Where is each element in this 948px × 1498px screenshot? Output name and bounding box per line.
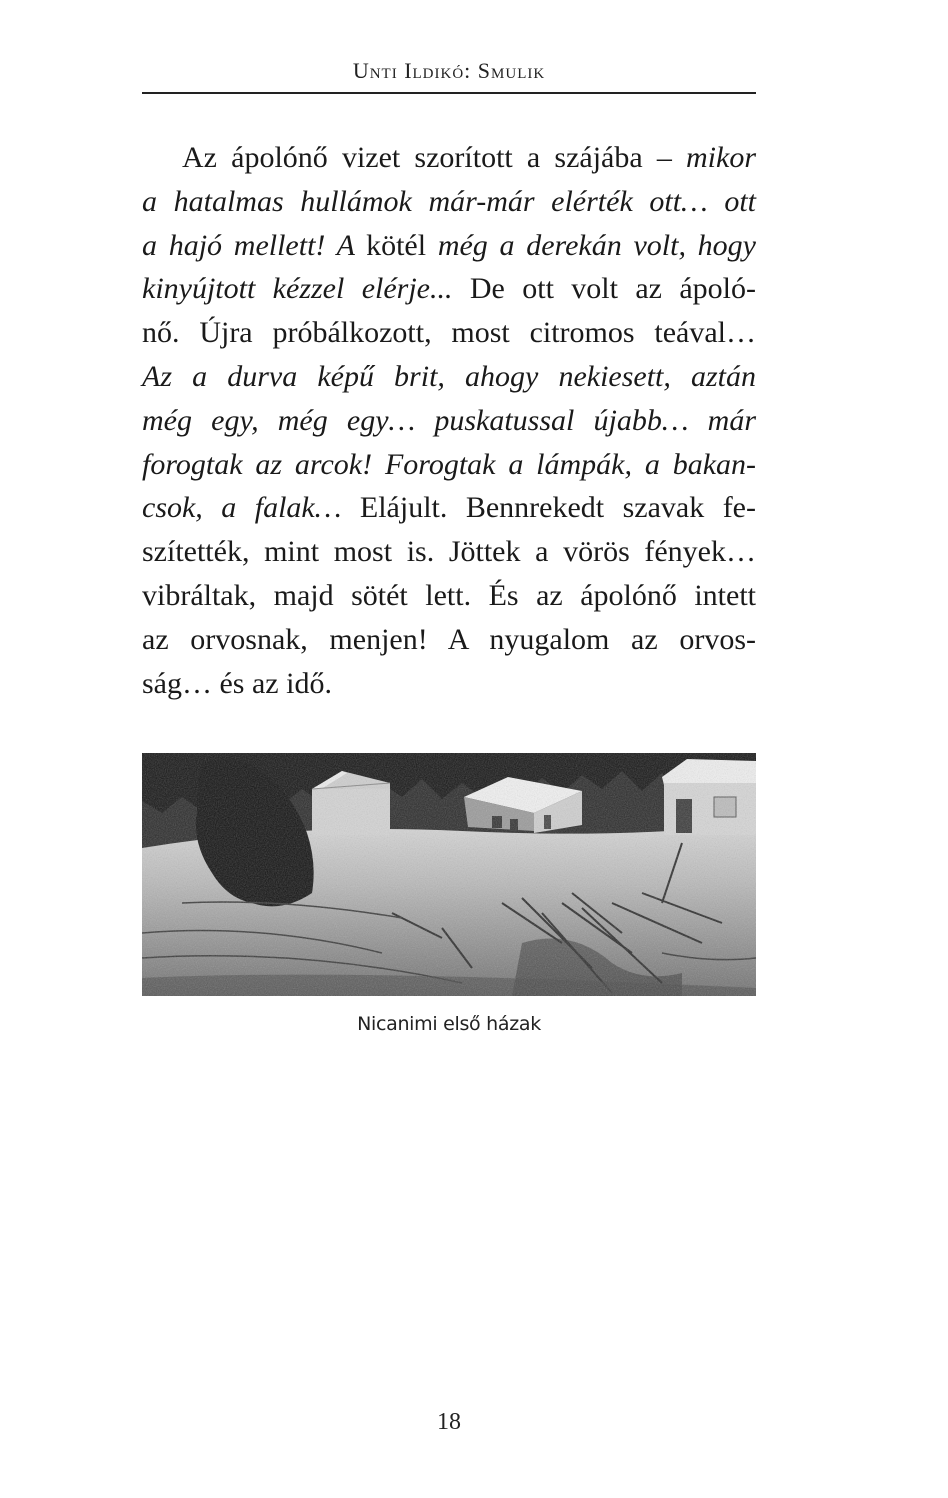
- text-line: [142, 136, 756, 180]
- header-rule: [142, 92, 756, 94]
- body-paragraph: [142, 136, 756, 705]
- text-line: [142, 180, 756, 224]
- running-head: Unti Ildikó: Smulik: [352, 58, 546, 83]
- italic-segment: még egy, még egy… puskatussal újabb… már: [142, 403, 756, 437]
- text-line: [142, 399, 756, 443]
- italic-segment: kinyújtott kézzel elérje...: [142, 272, 470, 306]
- italic-segment: Az a durva képű brit, ahogy nekiesett, aztán: [142, 359, 756, 393]
- page-number: 18: [437, 1409, 461, 1435]
- italic-segment: forogtak az arcok! Forogtak a lámpák, a bakan-: [142, 447, 756, 481]
- italic-segment: a hajó mellett! A: [142, 228, 367, 262]
- text-segment: szítették, mint most is. Jöttek a vörös fények…: [142, 535, 756, 569]
- figure-caption: Nicanimi első házak: [357, 1013, 541, 1035]
- italic-segment: még a derekán volt, hogy: [437, 228, 756, 262]
- text-segment: kötél: [366, 228, 438, 262]
- text-segment: Az ápolónő vizet szorított a szájába –: [182, 141, 686, 174]
- photo-first-houses: [142, 753, 756, 996]
- text-line: [142, 355, 756, 399]
- italic-segment: a hatalmas hullámok már-már elérték ott… ott: [142, 184, 756, 218]
- text-line: [142, 486, 756, 530]
- text-line: [142, 311, 756, 355]
- text-line: [142, 618, 756, 662]
- text-line: [142, 530, 756, 574]
- italic-segment: mikor: [686, 141, 756, 174]
- text-line: [142, 443, 756, 487]
- text-segment: az orvosnak, menjen! A nyugalom az orvos-: [142, 622, 756, 656]
- text-segment: nő. Újra próbálkozott, most citromos teával…: [142, 316, 756, 350]
- text-segment: vibráltak, majd sötét lett. És az ápolónő intett: [142, 578, 756, 612]
- text-line: [142, 267, 756, 311]
- text-segment: ság… és az idő.: [142, 666, 332, 700]
- text-segment: De ott volt az ápoló-: [469, 272, 756, 306]
- italic-segment: csok, a falak…: [142, 491, 360, 525]
- text-line: [142, 574, 756, 618]
- text-line: [142, 662, 756, 706]
- text-segment: Elájult. Bennrekedt szavak fe-: [359, 491, 756, 525]
- text-line: [142, 224, 756, 268]
